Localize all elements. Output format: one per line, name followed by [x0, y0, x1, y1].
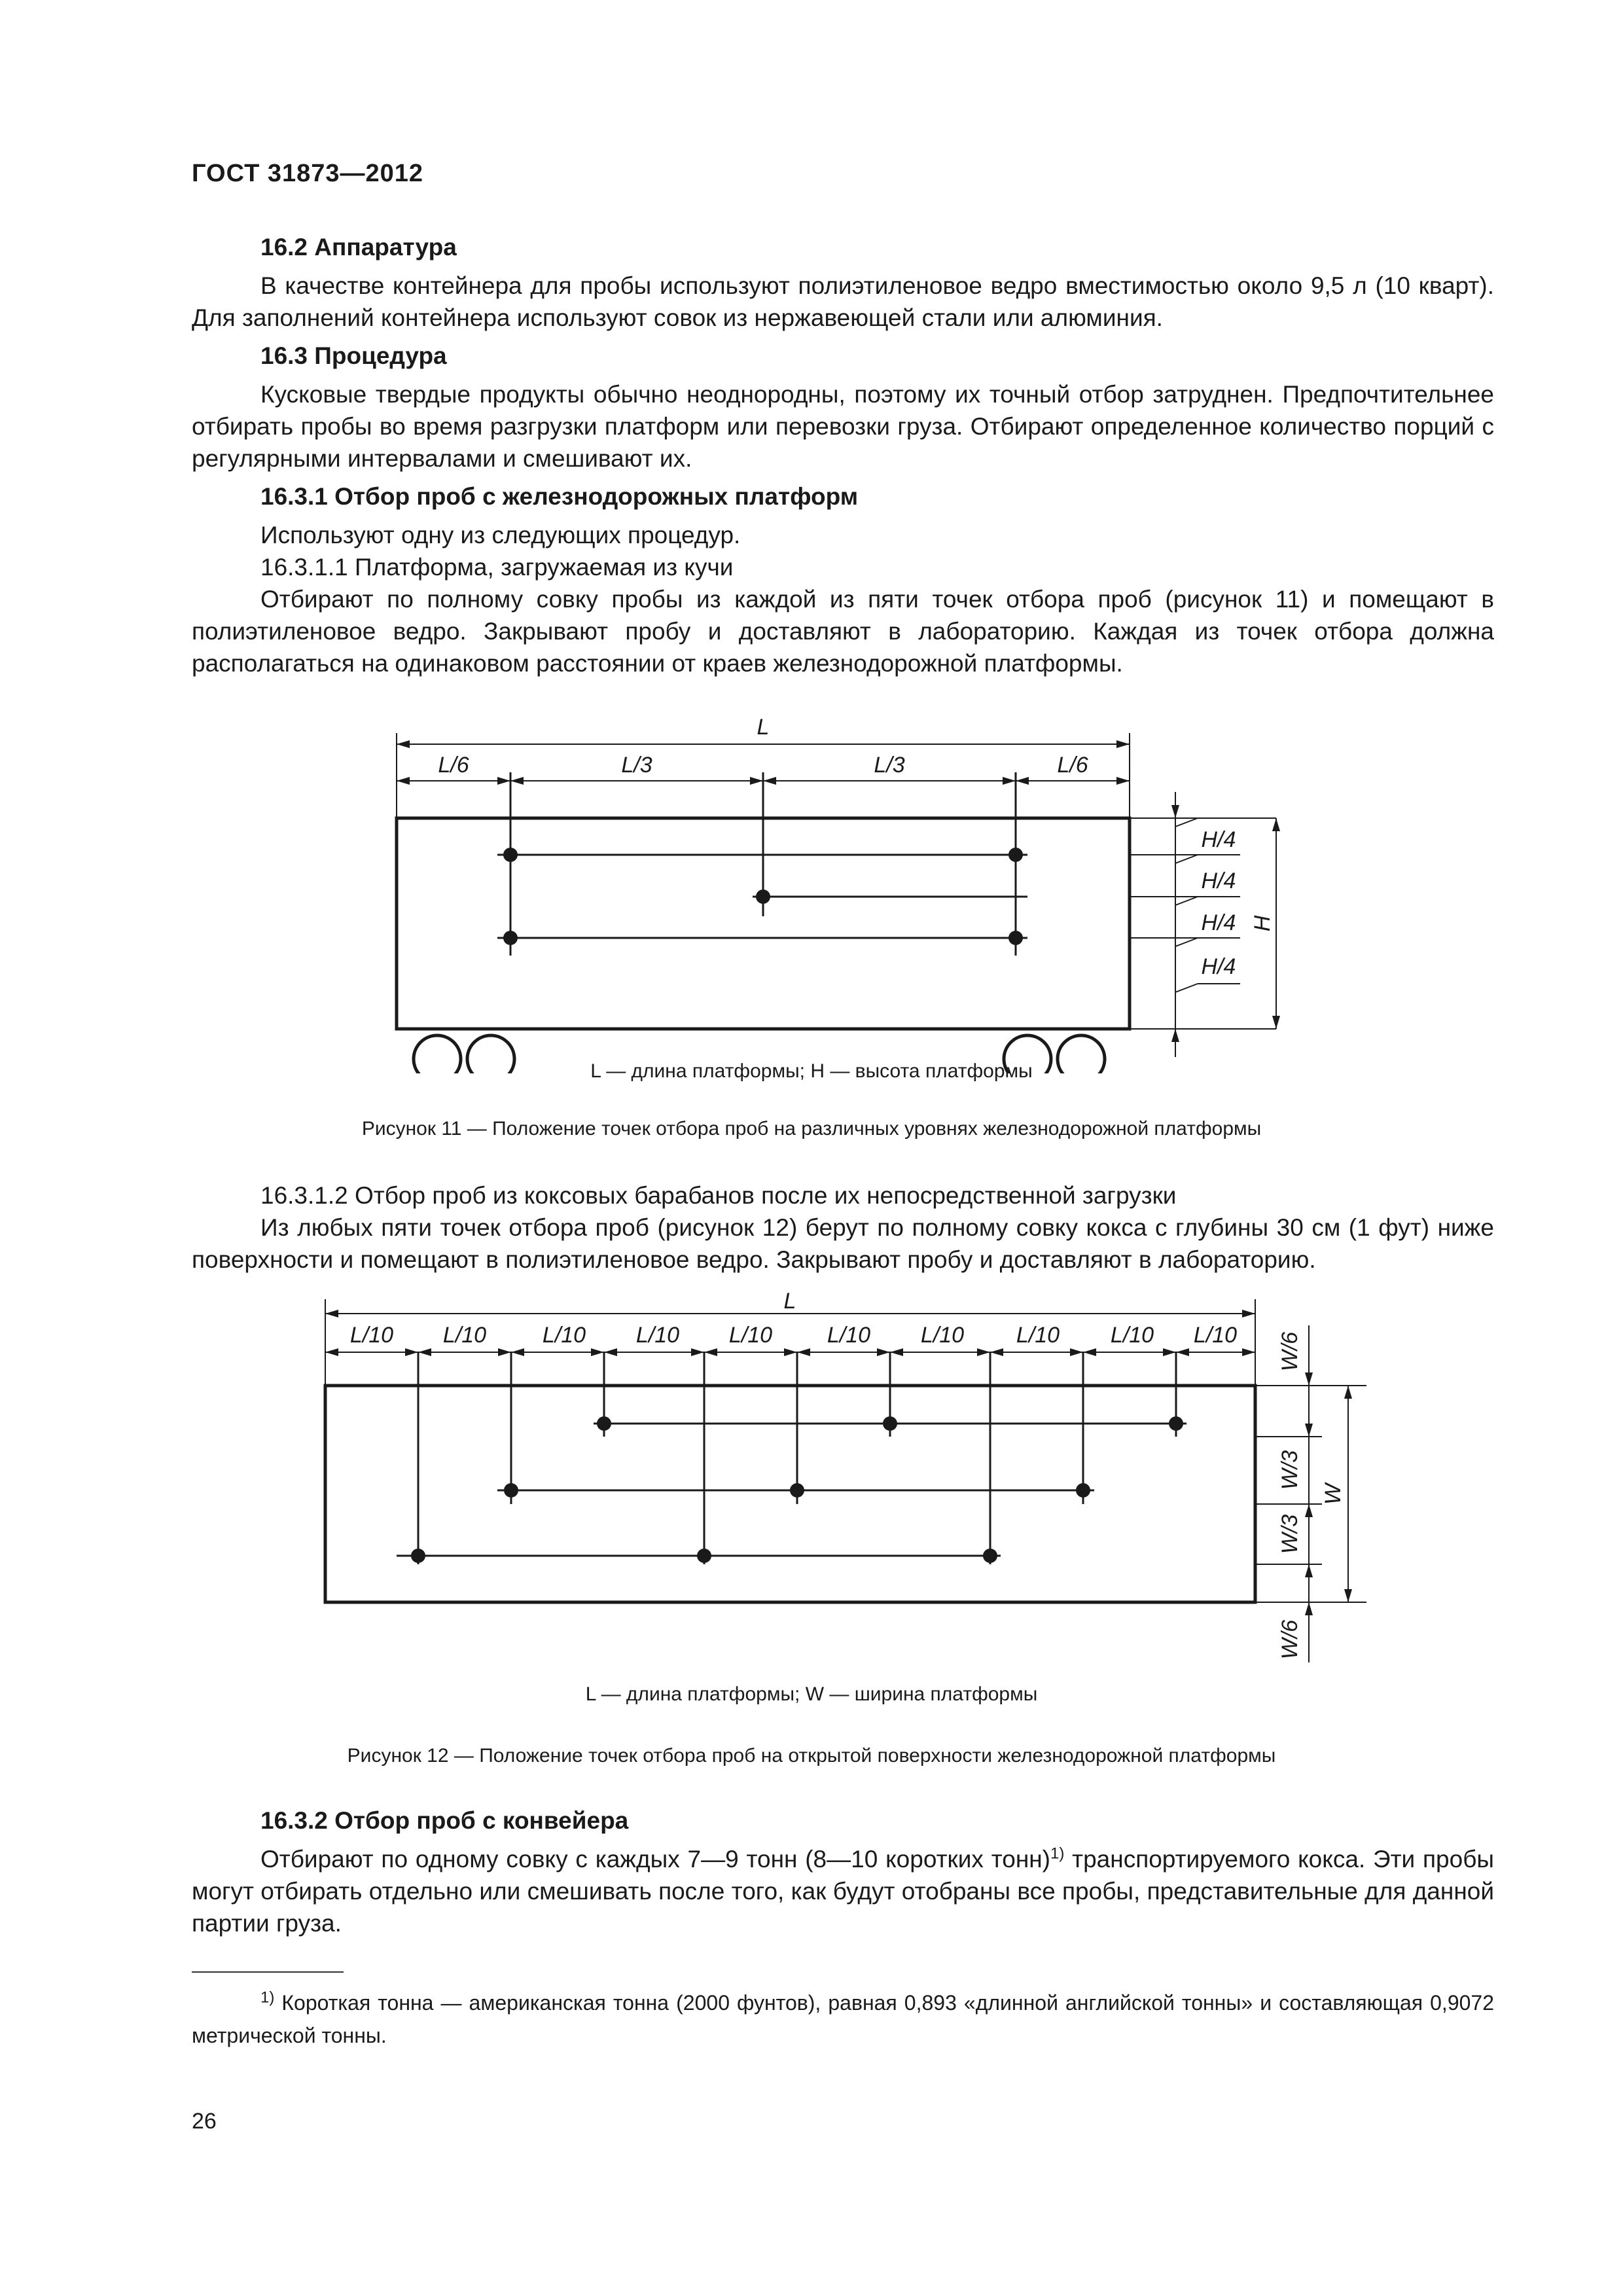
section-16-3-text: Кусковые твердые продукты обычно неоднородны, поэтому их точный отбор затруднен. Предпочтительнее отбирать пробы во время разгрузки платформ или перевозки груза. Отбирают определенное количество порций с регулярными интервалами и смешивают их.: [192, 381, 1494, 472]
figure-12-legend: L — длина платформы; W — ширина платформы: [585, 1683, 1038, 1705]
page-number: 26: [192, 2109, 217, 2134]
section-16-3-2-text-a: Отбирают по одному совку с каждых 7—9 тонн (8—10 коротких тонн): [260, 1846, 1051, 1873]
figure-12-caption: Рисунок 12 — Положение точек отбора проб на открытой поверхности железнодорожной платформы: [347, 1745, 1276, 1767]
section-16-3-1-heading: 16.3.1 Отбор проб с железнодорожных платформ: [260, 483, 859, 510]
fig11-label-H: H: [1250, 915, 1275, 932]
subsection-16-3-1-1-title: 16.3.1.1 Платформа, загружаемая из кучи: [260, 554, 734, 581]
section-16-2-text: В качестве контейнера для пробы используют полиэтиленовое ведро вместимостью около 9,5 л (10 кварт). Для заполнений контейнера используют совок из нержавеющей стали или алюминия.: [192, 272, 1494, 331]
footnote-mark: 1): [260, 1988, 275, 2007]
fig12-label-top-10: L/10: [1193, 1323, 1238, 1348]
footnote: [192, 1986, 1494, 2052]
fig12-label-top-2: L/10: [442, 1323, 487, 1348]
fig11-label-top-4: L/6: [1057, 753, 1088, 778]
figure-11-legend: L — длина платформы; H — высота платформы: [590, 1060, 1033, 1082]
section-16-3-heading: 16.3 Процедура: [260, 342, 447, 369]
fig12-label-top-3: L/10: [542, 1323, 586, 1348]
document-header: ГОСТ 31873—2012: [192, 160, 424, 187]
footnote-separator: [192, 1971, 344, 1973]
fig12-label-top-1: L/10: [349, 1323, 394, 1348]
fig12-label-right-3: W/3: [1277, 1514, 1302, 1554]
fig12-label-top-7: L/10: [920, 1323, 965, 1348]
fig12-label-right-2: W/3: [1277, 1450, 1302, 1490]
footnote-reference: 1): [1050, 1844, 1065, 1863]
fig12-label-top-6: L/10: [827, 1323, 871, 1348]
fig12-label-top-9: L/10: [1110, 1323, 1154, 1348]
fig11-label-top-2: L/3: [621, 753, 652, 778]
fig11-label-right-4: H/4: [1201, 954, 1236, 979]
figure-12-diagram: [0, 1286, 1623, 1679]
subsection-16-3-1-2-title: 16.3.1.2 Отбор проб из коксовых барабанов после их непосредственной загрузки: [260, 1182, 1177, 1209]
fig12-label-top-5: L/10: [728, 1323, 773, 1348]
fig11-label-right-2: H/4: [1201, 869, 1236, 893]
figure-11-diagram: [0, 707, 1623, 1073]
subsection-16-3-1-2-text: Из любых пяти точек отбора проб (рисунок 12) берут по полному совку кокса с глубины 30 см (1 фут) ниже поверхности и помещают в полиэтиленовое ведро. Закрывают пробу и доставляют в лабораторию.: [192, 1214, 1494, 1273]
fig11-label-top-3: L/3: [874, 753, 905, 778]
section-16-2-heading: 16.2 Аппаратура: [260, 234, 457, 260]
figure-11-caption: Рисунок 11 — Положение точек отбора проб на различных уровнях железнодорожной платформы: [361, 1118, 1262, 1139]
fig12-label-right-4: W/6: [1277, 1619, 1302, 1660]
fig11-label-right-3: H/4: [1201, 910, 1236, 935]
subsection-16-3-1-1-text: Отбирают по полному совку пробы из каждой из пяти точек отбора проб (рисунок 11) и помещают в полиэтиленовое ведро. Закрывают пробу и доставляют в лабораторию. Каждая из точек отбора должна располагаться на одинаковом расстоянии от краев железнодорожной платформы.: [192, 586, 1494, 677]
section-16-3-2-text-b: транспортируемого кокса. Эти пробы могут отбирать отдельно или смешивать после того, как будут отобраны все пробы, представительные для данной партии груза.: [192, 1846, 1495, 1937]
fig12-label-top-4: L/10: [635, 1323, 680, 1348]
fig12-label-right-1: W/6: [1277, 1331, 1302, 1372]
section-16-3-2-heading: 16.3.2 Отбор проб с конвейера: [260, 1807, 629, 1834]
fig11-label-top-1: L/6: [438, 753, 469, 778]
footnote-text: Короткая тонна — американская тонна (2000 фунтов), равная 0,893 «длинной английской тонны» и составляющая 0,9072 метрической тонны.: [192, 1991, 1494, 2047]
fig11-label-L: L: [757, 715, 770, 740]
fig12-label-top-8: L/10: [1016, 1323, 1060, 1348]
fig12-label-L: L: [783, 1289, 796, 1314]
section-16-3-1-intro: Используют одну из следующих процедур.: [260, 522, 741, 548]
fig12-label-W: W: [1321, 1483, 1346, 1505]
section-16-3-2-text: [192, 1843, 1494, 1939]
fig11-label-right-1: H/4: [1201, 827, 1236, 852]
